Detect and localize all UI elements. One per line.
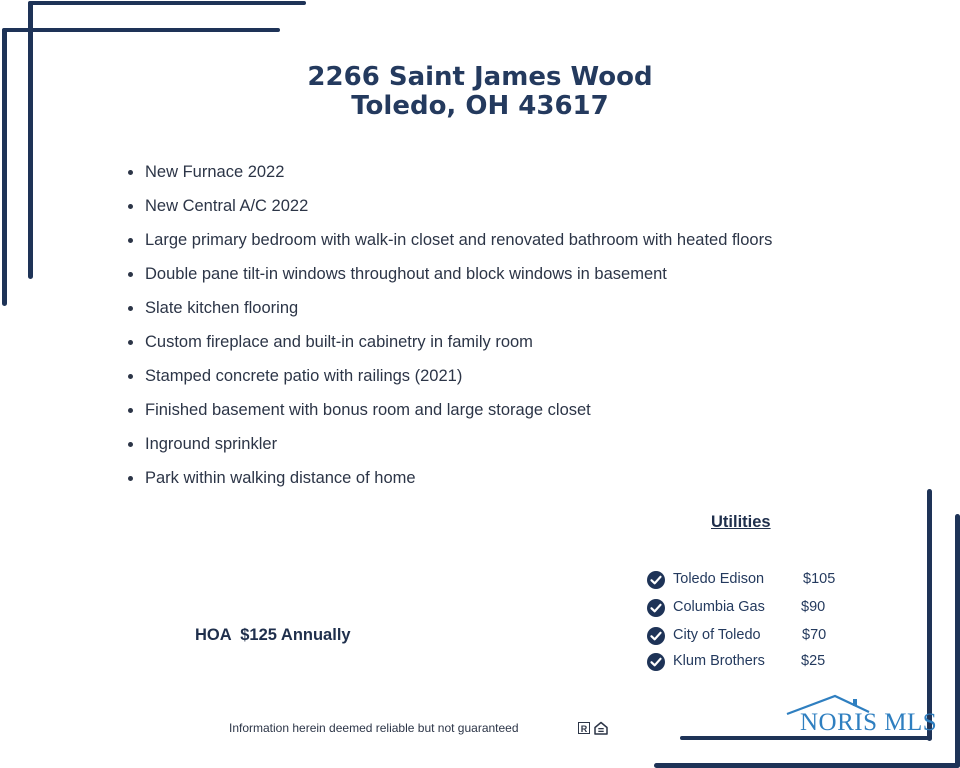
utility-amount: $105 <box>803 571 836 587</box>
frame-line-top-outer <box>28 1 306 5</box>
frame-line-top-inner <box>2 28 280 32</box>
feature-text: Finished basement with bonus room and large storage closet <box>145 401 591 419</box>
bullet-icon <box>128 374 133 379</box>
list-item <box>127 461 772 495</box>
check-circle-icon <box>647 599 665 617</box>
utility-row-columbia-gas <box>647 596 847 620</box>
utility-name: City of Toledo <box>673 627 761 643</box>
feature-list <box>127 155 772 495</box>
feature-text: Inground sprinkler <box>145 435 278 453</box>
disclaimer-text: Information herein deemed reliable but not guaranteed <box>229 721 519 735</box>
noris-mls-logo-text: NORIS MLS <box>800 709 938 736</box>
list-item <box>127 427 772 461</box>
bullet-icon <box>128 238 133 243</box>
utility-name: Klum Brothers <box>673 653 765 669</box>
feature-text: Park within walking distance of home <box>145 469 416 487</box>
check-circle-icon <box>647 653 665 671</box>
bullet-icon <box>128 442 133 447</box>
bullet-icon <box>128 272 133 277</box>
feature-text: Large primary bedroom with walk-in closet and renovated bathroom with heated floors <box>145 231 773 249</box>
frame-line-left-outer <box>28 1 33 279</box>
realtor-logo-icon: R <box>578 722 590 734</box>
check-circle-icon <box>647 627 665 645</box>
list-item <box>127 189 772 223</box>
bullet-icon <box>128 306 133 311</box>
utilities-heading: Utilities <box>711 513 771 531</box>
bullet-icon <box>128 204 133 209</box>
check-circle-icon <box>647 571 665 589</box>
bullet-icon <box>128 408 133 413</box>
frame-line-right-outer <box>955 514 960 768</box>
utility-amount: $70 <box>802 627 827 643</box>
bullet-icon <box>128 476 133 481</box>
list-item <box>127 393 772 427</box>
bullet-icon <box>128 340 133 345</box>
list-item <box>127 325 772 359</box>
frame-line-right-inner <box>927 489 932 741</box>
hoa-fee: HOA $125 Annually <box>195 626 351 644</box>
utility-amount: $25 <box>801 653 826 669</box>
list-item <box>127 359 772 393</box>
list-item <box>127 291 772 325</box>
feature-text: New Central A/C 2022 <box>145 197 309 215</box>
feature-text: Custom fireplace and built-in cabinetry in family room <box>145 333 533 351</box>
frame-line-bottom-outer <box>654 763 960 768</box>
equal-housing-icon <box>594 721 608 735</box>
feature-text: Double pane tilt-in windows throughout and block windows in basement <box>145 265 667 283</box>
list-item <box>127 257 772 291</box>
utility-row-klum-brothers <box>647 650 847 674</box>
bullet-icon <box>128 170 133 175</box>
utility-row-city-of-toledo <box>647 624 847 648</box>
utility-name: Columbia Gas <box>673 599 765 615</box>
feature-text: Slate kitchen flooring <box>145 299 299 317</box>
list-item <box>127 223 772 257</box>
utility-amount: $90 <box>801 599 826 615</box>
address-line-1: 2266 Saint James Wood <box>307 62 653 92</box>
feature-text: New Furnace 2022 <box>145 163 285 181</box>
address-line-2: Toledo, OH 43617 <box>351 91 609 121</box>
feature-text: Stamped concrete patio with railings (2021) <box>145 367 463 385</box>
utility-name: Toledo Edison <box>673 571 765 587</box>
utility-row-toledo-edison <box>647 568 847 592</box>
list-item <box>127 155 772 189</box>
